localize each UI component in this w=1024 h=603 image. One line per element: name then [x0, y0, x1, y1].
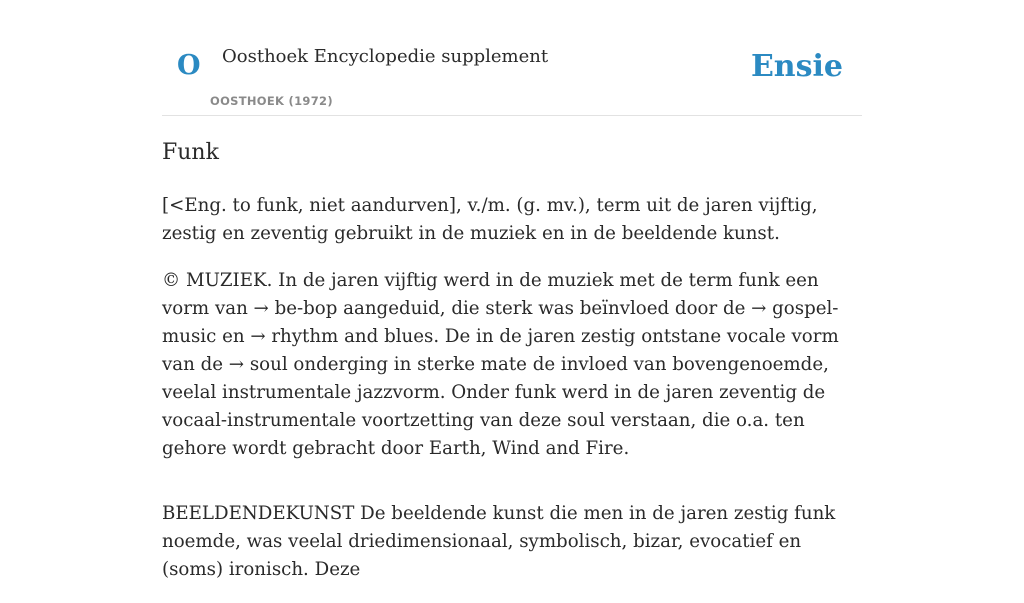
source-header [162, 0, 862, 116]
article-body [162, 192, 862, 603]
source-letter-icon[interactable]: O [177, 50, 201, 81]
article-paragraph-muziek: © MUZIEK. In de jaren vijftig werd in de muziek met de term funk een vorm van → be-bop aangeduid, die sterk was beïnvloed door de → gospel-music en → rhythm and blues. De in de jaren zestig ontstane vocale vorm van de → soul onderging in sterke mate de invloed van bovengenoemde, veelal instrumentale jazzvorm. Onder funk werd in de jaren zeventig de vocaal-instrumentale voortzetting van deze soul verstaan, die o.a. ten gehore wordt gebracht door Earth, Wind and Fire. [162, 270, 839, 459]
source-title-link[interactable]: Oosthoek Encyclopedie supplement [222, 46, 549, 67]
article-paragraph-etymology: [<Eng. to funk, niet aandurven], v./m. (g. mv.), term uit de jaren vijftig, zestig en zeventig gebruikt in de muziek en in de beeldende kunst. [162, 195, 818, 244]
ensie-logo[interactable]: Ensie [750, 49, 843, 84]
article-title: Funk [162, 140, 219, 165]
page [162, 0, 862, 580]
source-publisher-year: OOSTHOEK (1972) [210, 94, 333, 108]
article-paragraph-beeldende-kunst: BEELDENDEKUNST De beeldende kunst die men in de jaren zestig funk noemde, was veelal driedimensionaal, symbolisch, bizar, evocatief en (soms) ironisch. Deze [162, 503, 836, 580]
